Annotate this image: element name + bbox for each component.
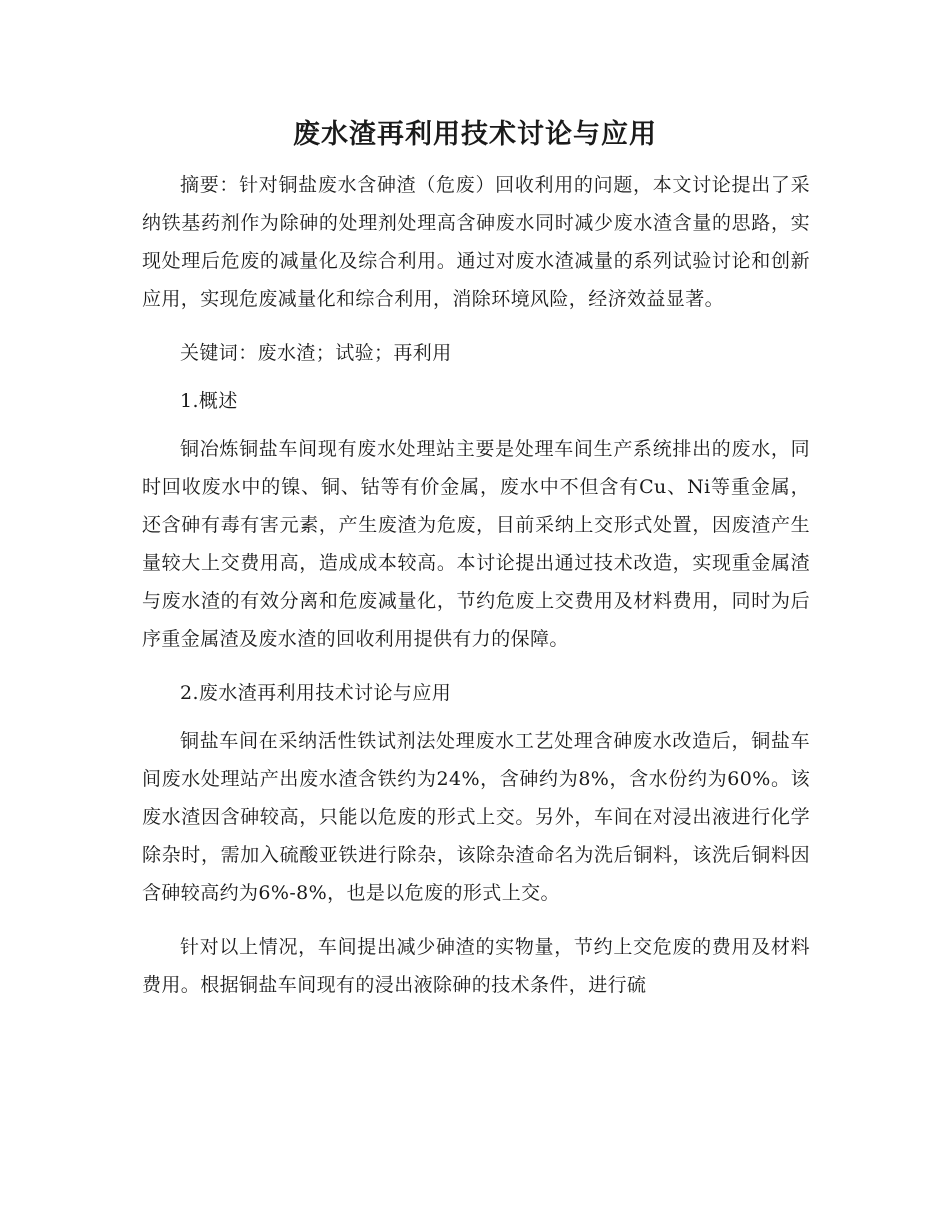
section-2-paragraph-1: 铜盐车间在采纳活性铁试剂法处理废水工艺处理含砷废水改造后，铜盐车间废水处理站产出废水渣含铁约为24%，含砷约为8%，含水份约为60%。该废水渣因含砷较高，只能以危废的形式上交。另外，车间在对浸出液进行化学除杂时，需加入硫酸亚铁进行除杂，该除杂渣命名为洗后铜料，该洗后铜料因含砷较高约为6%-8%，也是以危废的形式上交。	[142, 730, 810, 904]
document-body	[142, 166, 810, 1020]
keywords-line: 关键词：废水渣；试验；再利用	[180, 342, 452, 364]
section-1-paragraph: 铜冶炼铜盐车间现有废水处理站主要是处理车间生产系统排出的废水，同时回收废水中的镍、铜、钴等有价金属，废水中不但含有Cu、Ni等重金属，还含砷有毒有害元素，产生废渣为危废，目前采纳上交形式处置，因废渣产生量较大上交费用高，造成成本较高。本讨论提出通过技术改造，实现重金属渣与废水渣的有效分离和危废减量化，节约危废上交费用及材料费用，同时为后序重金属渣及废水渣的回收利用提供有力的保障。	[142, 438, 810, 650]
document-title: 废水渣再利用技术讨论与应用	[293, 119, 657, 150]
section-2-heading: 2.废水渣再利用技术讨论与应用	[180, 682, 452, 704]
section-1-heading: 1.概述	[180, 390, 238, 412]
section-2-paragraph-2: 针对以上情况，车间提出减少砷渣的实物量，节约上交危废的费用及材料费用。根据铜盐车间现有的浸出液除砷的技术条件，进行硫	[142, 936, 810, 996]
abstract-paragraph: 摘要：针对铜盐废水含砷渣（危废）回收利用的问题，本文讨论提出了采纳铁基药剂作为除砷的处理剂处理高含砷废水同时减少废水渣含量的思路，实现处理后危废的减量化及综合利用。通过对废水渣减量的系列试验讨论和创新应用，实现危废减量化和综合利用，消除环境风险，经济效益显著。	[142, 174, 810, 310]
